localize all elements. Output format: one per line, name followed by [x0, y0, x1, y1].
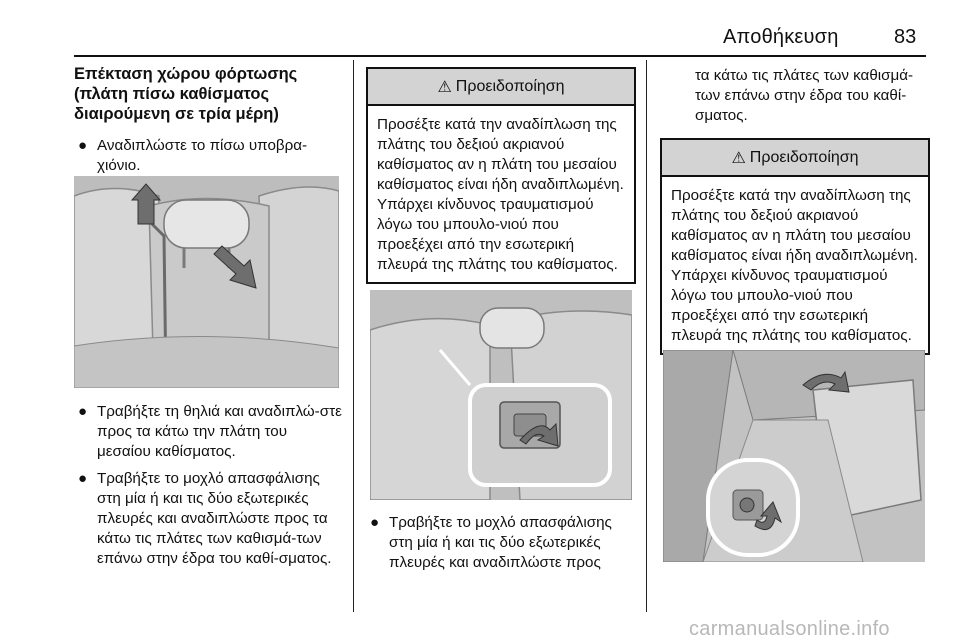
instruction-item	[74, 136, 344, 176]
column-left	[74, 64, 344, 176]
column-divider	[646, 60, 647, 612]
warning-header	[662, 140, 928, 177]
instruction-text: Τραβήξτε το μοχλό απασφάλισης στη μία ή και τις δύο εξωτερικές πλευρές και αναδιπλώστε προς	[389, 514, 612, 571]
warning-box	[366, 67, 636, 284]
warning-triangle-icon: ⚠	[437, 78, 452, 96]
continuation-text: τα κάτω τις πλάτες των καθισμά-των επάνω στην έδρα του καθί-σματος.	[695, 67, 914, 124]
bullet-icon: ●	[78, 470, 88, 487]
bullet-icon: ●	[78, 137, 88, 154]
warning-title: Προειδοποίηση	[749, 148, 859, 166]
instruction-text: Τραβήξτε τη θηλιά και αναδιπλώ-στε προς τα κάτω την πλάτη του μεσαίου καθίσματος.	[97, 403, 342, 460]
figure-release-lever	[370, 290, 632, 500]
warning-box	[660, 138, 930, 355]
instruction-item	[74, 402, 344, 462]
warning-triangle-icon: ⚠	[731, 149, 746, 167]
instruction-text: Αναδιπλώστε το πίσω υποβρα-χιόνιο.	[97, 137, 308, 174]
instruction-text: Τραβήξτε το μοχλό απασφάλισης στη μία ή και τις δύο εξωτερικές πλευρές και αναδιπλώστε προς τα κάτω τις πλάτες των καθισμά-των επάνω στην έδρα του καθί-σματος.	[97, 470, 332, 567]
warning-text: Προσέξτε κατά την αναδίπλωση της πλάτης του δεξιού ακριανού καθίσματος αν η πλάτη του μεσαίου καθίσματος είναι ήδη αναδιπλωμένη. Υπάρχει κίνδυνος τραυματισμού λόγω του μπουλο-νιού που προεξέχει από την εσωτερική πλευρά της πλάτης του καθίσματος.	[671, 187, 918, 344]
column-left-lower	[74, 402, 344, 569]
header-rule	[74, 55, 926, 57]
figure-rear-seat-strap	[74, 176, 339, 388]
warning-title: Προειδοποίηση	[455, 77, 565, 95]
column-right	[660, 66, 930, 355]
page-number: 83	[894, 26, 917, 48]
column-divider	[353, 60, 354, 612]
bullet-icon: ●	[78, 403, 88, 420]
section-heading: Επέκταση χώρου φόρτωσης (πλάτη πίσω καθίσματος διαιρούμενη σε τρία μέρη)	[74, 65, 298, 123]
figure-trunk-folded-seat	[663, 350, 925, 562]
instruction-item	[366, 513, 636, 573]
column-middle	[366, 67, 636, 284]
instruction-item	[74, 469, 344, 569]
page-header-title: Αποθήκευση	[723, 26, 839, 48]
watermark: carmanualsonline.info	[689, 618, 890, 640]
warning-text: Προσέξτε κατά την αναδίπλωση της πλάτης του δεξιού ακριανού καθίσματος αν η πλάτη του μεσαίου καθίσματος είναι ήδη αναδιπλωμένη. Υπάρχει κίνδυνος τραυματισμού λόγω του μπουλο-νιού που προεξέχει από την εσωτερική πλευρά της πλάτης του καθίσματος.	[377, 116, 624, 273]
column-middle-lower	[366, 513, 636, 573]
bullet-icon: ●	[370, 514, 380, 531]
warning-header	[368, 69, 634, 106]
